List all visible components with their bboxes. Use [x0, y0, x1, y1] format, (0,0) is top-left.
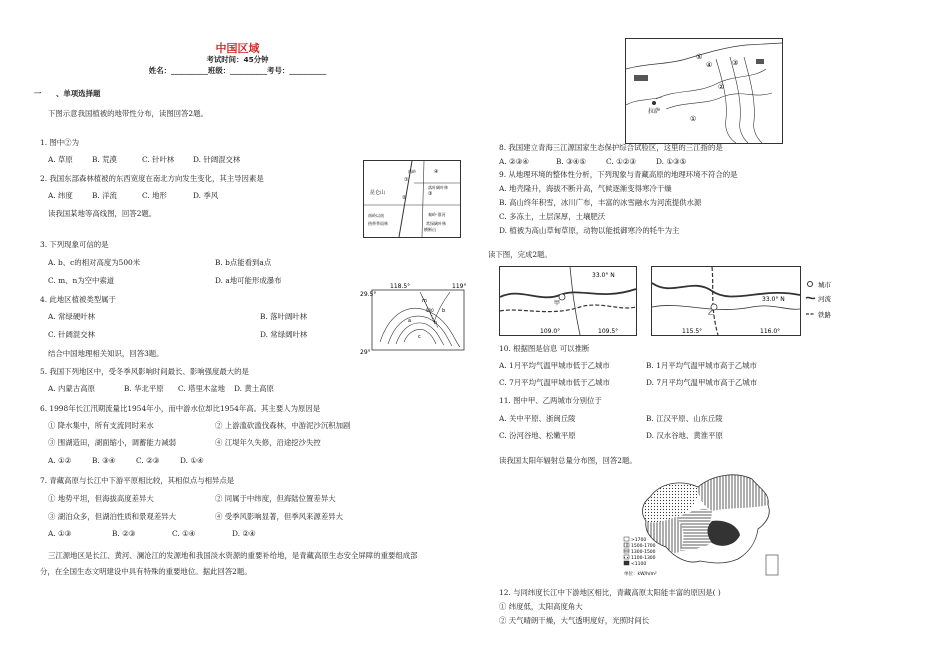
q6-option-c[interactable]: C. ②③: [136, 456, 160, 465]
q12-item-1: ① 纬度低，太阳高度角大: [499, 602, 583, 611]
q3-option-a[interactable]: A. b、c的相对高度为500米: [48, 258, 141, 267]
legend-1300-1500: 1300-1500: [631, 550, 656, 555]
q11-option-d[interactable]: D. 汉水谷地、黄淮平原: [646, 431, 723, 440]
label-river-4: ④: [706, 61, 713, 69]
section-number: 一: [34, 89, 42, 98]
q8-option-d[interactable]: D. ①③⑤: [656, 157, 687, 166]
q2-option-c[interactable]: C. 地形: [142, 191, 167, 200]
student-info-line: 姓名：__________班级：__________考号：__________: [148, 66, 327, 75]
q6-item-3: ③ 围湖造田，湖面缩小，调蓄能力减弱: [48, 438, 176, 447]
label-lon-116: 116.0°: [760, 328, 781, 335]
q1-stem: 1. 图中②为: [40, 138, 79, 147]
label-qinling: 秦岭-淮河: [428, 212, 446, 217]
legend-lt1100: <1100: [631, 562, 647, 567]
label-lhasa: 拉萨: [648, 108, 661, 115]
vegetation-zone-figure: [363, 160, 461, 238]
q5-stem: 5. 我国下列地区中，受冬季风影响时间最长、影响强度最大的是: [40, 367, 249, 376]
q8-option-a[interactable]: A. ②③④: [499, 157, 529, 166]
page-title: 中国区域: [215, 42, 260, 55]
intro-contour: 读我国某地等高线图，回答2题。: [48, 209, 157, 218]
q8-option-b[interactable]: B. ③④⑤: [556, 157, 587, 166]
q6-option-d[interactable]: D. ①④: [180, 456, 204, 465]
q4-option-b[interactable]: B. 落叶阔叶林: [260, 312, 308, 321]
intro-vegetation: 下图示意我国植被的地带性分布，读图回答2题。: [48, 109, 208, 118]
intro-sanjiangyuan-line1: 三江源地区是长江、黄河、澜沧江的发源地和我国淡水资源的重要补给地，是青藏高原生态安全屏障的重要组成部: [48, 551, 418, 560]
label-kunlun: 昆仑山: [370, 190, 386, 196]
q9-option-d[interactable]: D. 植被为高山草甸草原，动物以能抵御寒冷的牦牛为主: [499, 226, 680, 235]
q7-option-b[interactable]: B. ②③: [112, 529, 136, 538]
q4-option-a[interactable]: A. 常绿硬叶林: [48, 312, 95, 321]
q6-option-b[interactable]: B. ③④: [92, 456, 116, 465]
label-point-n: n: [434, 320, 438, 326]
q7-item-1: ① 地势平坦，但海拔高度差异大: [48, 494, 154, 503]
q6-item-2: ② 上游滥砍滥伐森林，中游泥沙沉积加剧: [215, 421, 351, 430]
legend-city: 城市: [818, 281, 831, 289]
q11-stem: 11. 图中甲、乙两城市分别位于: [499, 396, 602, 405]
q2-stem: 2. 我国东部森林植被的东西宽度在南北方向发生变化，其主导因素是: [40, 174, 264, 183]
label-lon-1185: 118.5°: [390, 283, 411, 290]
label-south: 南岭以南: [368, 213, 384, 218]
q4-option-d[interactable]: D. 常绿阔叶林: [260, 330, 308, 339]
label-deciduous: 落叶阔叶林: [428, 185, 448, 190]
q10-option-a[interactable]: A. 1月平均气温甲城市低于乙城市: [499, 361, 610, 370]
q7-option-d[interactable]: D. ②④: [232, 529, 256, 538]
q9-option-a[interactable]: A. 地壳隆升，海拔不断升高，气候逐渐变得寒冷干燥: [499, 184, 672, 193]
q8-stem: 8. 我国建立青海三江源国家生态保护综合试验区，这里的三江指的是: [499, 143, 723, 152]
label-city-jia: 甲: [554, 300, 561, 307]
label-lon-1095: 109.5°: [598, 328, 619, 335]
q11-option-b[interactable]: B. 江汉平原、山东丘陵: [646, 414, 723, 423]
legend-1500-1700: 1500-1700: [631, 544, 656, 549]
q3-option-b[interactable]: B. b点能看到a点: [215, 258, 272, 267]
legend-railway: 铁路: [818, 311, 831, 319]
q9-option-b[interactable]: B. 高山终年积雪，冰川广布，丰富的冰雪融水为河流提供水源: [499, 198, 702, 207]
q5-option-b[interactable]: B. 华北平原: [124, 384, 164, 393]
label-zone-2: ②: [402, 195, 407, 201]
label-zone-4: ④: [434, 169, 439, 175]
intro-sanjiangyuan-line2: 分，在全国生态文明建设中具有特殊的重要地位。据此回答2题。: [40, 567, 252, 576]
label-river-1: ①: [690, 115, 697, 123]
label-evergreen: 常绿阔叶林: [426, 221, 446, 226]
label-point-a: a: [408, 318, 412, 324]
q7-item-4: ④ 受季风影响显著，但季风来源差异大: [215, 512, 343, 521]
label-point-b: b: [442, 308, 446, 314]
q6-item-4: ④ 江堤年久失修，沿途挖沙失控: [215, 438, 321, 447]
label-city-yi: 乙: [708, 310, 715, 317]
q12-item-2: ② 天气晴朗干燥，大气透明度好，光照时间长: [499, 616, 650, 625]
q7-item-3: ③ 湖泊众多，但湖泊性质和景观差异大: [48, 512, 176, 521]
label-river-2: ②: [718, 83, 725, 91]
q6-option-a[interactable]: A. ①②: [48, 456, 72, 465]
legend-1100-1300: 1100-1300: [631, 556, 656, 561]
q2-option-b[interactable]: B. 洋流: [92, 191, 117, 200]
city-yi-map: [651, 266, 801, 336]
q8-option-c[interactable]: C. ①②③: [606, 157, 636, 166]
solar-radiation-map: [620, 469, 788, 581]
q5-option-c[interactable]: C. 塔里木盆地: [178, 384, 226, 393]
q5-option-a[interactable]: A. 内蒙古高原: [48, 384, 95, 393]
legend-unit: 单位：kW/h/m²: [624, 572, 657, 577]
label-hengduan: 横断山: [424, 227, 436, 232]
q3-option-d[interactable]: D. a地可能形成瀑布: [215, 276, 282, 285]
intro-solar: 读我国太阳年辐射总量分布图，回答2题。: [499, 456, 637, 465]
city-map-legend: [804, 278, 854, 328]
q4-stem: 4. 此地区植被类型属于: [40, 295, 116, 304]
label-lat-33-right: 33.0° N: [762, 296, 785, 303]
q7-stem: 7. 青藏高原与长江中下游平原相比较，其相似点与相异点是: [40, 476, 235, 485]
label-river-5: ⑤: [696, 53, 703, 61]
q1-option-a[interactable]: A. 草原: [48, 155, 73, 164]
intro-cities: 读下图，完成2题。: [488, 250, 552, 259]
label-point-m: m: [422, 298, 427, 304]
q10-stem: 10. 根据图是信息 可以推断: [499, 344, 590, 353]
section-title: 、单项选择题: [56, 89, 101, 98]
q1-option-d[interactable]: D. 针阔混交林: [193, 155, 241, 164]
q3-stem: 3. 下列现象可信的是: [40, 240, 109, 249]
label-zone-3: ③: [428, 191, 433, 197]
q11-option-a[interactable]: A. 关中平原、浙闽丘陵: [499, 414, 576, 423]
label-elev-500: 500: [426, 308, 434, 313]
label-tropical: 热带季雨林: [368, 221, 388, 226]
q6-stem: 6. 1998年长江汛期流量比1954年小，而中游水位却比1954年高。其主要人为原因是: [40, 404, 321, 413]
q7-option-c[interactable]: C. ①④: [172, 529, 196, 538]
q9-option-c[interactable]: C. 多冻土，土层深厚，土壤肥沃: [499, 212, 606, 221]
legend-river: 河流: [818, 295, 831, 303]
exam-time: 考试时间：45分钟: [206, 55, 269, 64]
label-nanling: 南岭: [408, 169, 416, 174]
city-jia-map: [499, 266, 637, 336]
q3-option-c[interactable]: C. m、n为空中索道: [48, 276, 115, 285]
q7-item-2: ② 同属于中纬度，但海陆位置差异大: [215, 494, 336, 503]
label-lon-119: 119°: [452, 283, 467, 290]
label-lon-109: 109.0°: [540, 328, 561, 335]
label-lat-29: 29°: [360, 349, 371, 356]
label-lat-33-left: 33.0° N: [592, 272, 615, 279]
q1-option-c[interactable]: C. 针叶林: [142, 155, 175, 164]
legend-gt1700: >1700: [631, 538, 647, 543]
q9-stem: 9. 从地理环境的整体性分析，下列现象与青藏高原的地理环境不符合的是: [499, 170, 738, 179]
q4-option-c[interactable]: C. 针阔混交林: [48, 330, 96, 339]
q2-option-a[interactable]: A. 纬度: [48, 191, 73, 200]
label-zone-1: ①: [404, 177, 409, 183]
q1-option-b[interactable]: B. 荒漠: [92, 155, 117, 164]
intro-china-geo: 结合中国地理相关知识，回答3题。: [48, 349, 164, 358]
q11-option-c[interactable]: C. 汾河谷地、松嫩平原: [499, 431, 576, 440]
q12-stem: 12. 与同纬度长江中下游地区相比，青藏高原太阳能丰富的原因是( ): [499, 588, 721, 597]
label-lon-1155: 115.5°: [682, 328, 703, 335]
q2-option-d[interactable]: D. 季风: [193, 191, 219, 200]
q7-option-a[interactable]: A. ①③: [48, 529, 72, 538]
q10-option-b[interactable]: B. 1月平均气温甲城市高于乙城市: [646, 361, 757, 370]
sanjiangyuan-map-figure: [625, 38, 783, 144]
q5-option-d[interactable]: D. 黄土高原: [234, 384, 274, 393]
contour-map-figure: [360, 282, 470, 357]
q6-item-1: ① 降水集中，所有支流同时来水: [48, 421, 154, 430]
label-river-3: ③: [732, 59, 739, 67]
q10-option-d[interactable]: D. 7月平均气温甲城市高于乙城市: [646, 378, 758, 387]
label-lat-295: 29.5°: [360, 291, 377, 298]
q10-option-c[interactable]: C. 7月平均气温甲城市低于乙城市: [499, 378, 610, 387]
label-point-c: c: [418, 334, 421, 340]
